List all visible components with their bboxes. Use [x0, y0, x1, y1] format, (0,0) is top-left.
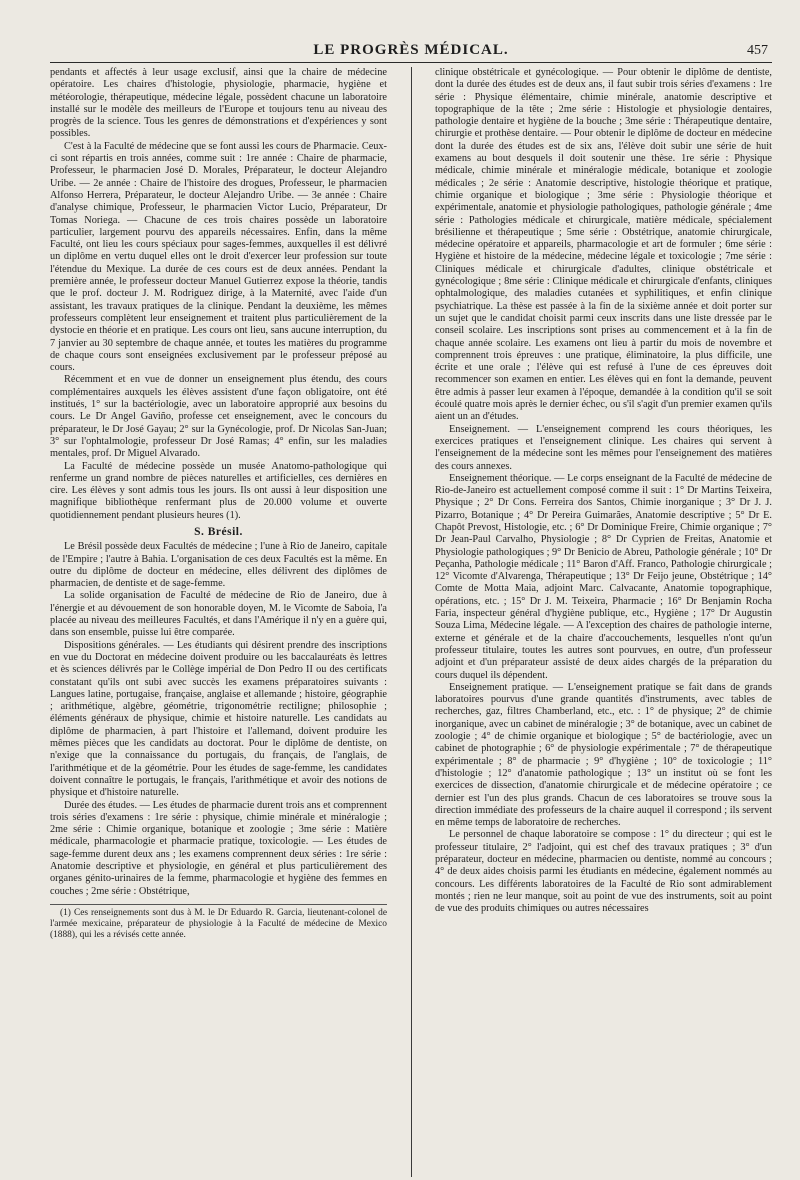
paragraph: La solide organisation de Faculté de médecine de Rio de Janeiro, due à l'énergie et au dévouement de son honorable doyen, M. le Vicomte de Saboia, l'a placée au niveau des meilleures Facultés, et dans l'Amérique il n'y en a guère qui, dans son ensemble, puisse lui être comparée.: [50, 590, 387, 639]
paragraph: clinique obstétricale et gynécologique. — Pour obtenir le diplôme de dentiste, dont la durée des études est de deux ans, il faut subir trois séries d'examens : 1re série : Physique élémentaire, chimie minérale, anatomie descriptive et topographique de la tête ; 2me série : Histologie et physiologie dentaires, pathologie dentaire et hygiène de la bouche ; 3me série : Thérapeutique dentaire, chirurgie et prothèse dentaire. — Pour obtenir le diplôme de docteur en médecine dont la durée des études est de six ans, l'élève doit subir une série de huit examens au bout desquels il doit soutenir une thèse. 1re série : Physique médicale, chimie minérale et minéralogie médicale, botanique et zoologie médicales ; 2e série : Anatomie descriptive, histologie théorique et pratique, chimie organique et biologique ; 3me série : Physiologie théorique et expérimentale, anatomie et physiologie pathologiques, pathologie générale ; 4me série : Pathologies médicale et chirurgicale, matière médicale, spécialement brésilienne et thérapeutique ; 5me série : Obstétrique, anatomie chirurgicale, médecine opératoire et appareils, pharmacologie et art de formuler ; 6me série : Hygiène et histoire de la médecine, médecine légale et toxicologie ; 7me série : Cliniques médicale et chirurgicale d'adultes, clinique obstétricale et gynécologique ; 8me série : Clinique médicale et chirurgicale d'enfants, cliniques ophtalmologique, des maladies cutanées et syphilitiques, et enfin clinique psychiatrique. La thèse est passée à la fin de la sixième année et doit porter sur un sujet que le candidat choisit parmi ceux inscrits dans une liste dressée par le conseil scolaire. Les inscriptions sont prises au commencement et à la fin de chaque année scolaire. Les examens ont lieu à partir du mois de novembre et comprennent trois épreuves : une pratique, éliminatoire, la plus difficile, une écrite et une orale ; l'élève qui est refusé à l'une de ces épreuves doit recommencer son examen en entier. Les élèves qui en font la demande, peuvent être admis à passer leur examen à l'époque, demandée à la condition qu'il se soit écoulé quatre mois après le dernier échec, ou s'il s'agit d'un premier examen qu'ils aient un an d'études.: [435, 67, 772, 423]
right-column: [435, 67, 772, 1177]
paragraph: Enseignement pratique. — L'enseignement pratique se fait dans de grands laboratoires pourvus d'une grande quantités d'instruments, avec tables de recherches, gaz, filtres Chamberland, etc., etc. : 1° de physique; 2° de chimie inorganique, avec un cabinet de minéralogie ; 3° de botanique, avec un cabinet de zoologie ; 4° de chimie organique et biologique ; 5° de bactériologie, avec un cabinet de photographie ; 6° de physiologie expérimentale ; 7° de thérapeutique expérimentale ; 8° de pharmacie ; 9° d'hygiène ; 10° de toxicologie ; 11° d'histologie ; 12° d'anatomie pathologique ; 13° un institut où se font les exercices de dissection, d'anatomie chirurgicale et de médecine opératoire ; ce dernier est l'un des plus grands. Chacun de ces laboratoires se trouve sous la direction immédiate des professeurs de la chaire auquel il correspond ; ils servent en même temps de laboratoire de recherches.: [435, 681, 772, 829]
left-column: [50, 67, 387, 1177]
paragraph: pendants et affectés à leur usage exclusif, ainsi que la chaire de médecine opératoire. Les chaires d'histologie, physiologie, pharmacie, hygiène et météorologie, thérapeutique, médecine légale, possèdent chacune un laboratoire installé sur le modèle des meilleurs de l'Europe et toujours tenu au niveau des progrès de la science. Tous les genres de démonstrations et d'expériences y sont possibles.: [50, 67, 387, 140]
paragraph: Enseignement. — L'enseignement comprend les cours théoriques, les exercices pratiques et l'enseignement clinique. Les chaires qui servent à l'enseignement de la médecine sont les mêmes pour l'enseignement des matières des cours annexes.: [435, 423, 772, 472]
paragraph: Durée des études. — Les études de pharmacie durent trois ans et comprennent trois séries d'examens : 1re série : physique, chimie minérale et minéralogie ; 2me série : Chimie organique, botanique et zoologie ; 3me série : Matière médicale, pharmacologie et pharmacie pratique, toxicologie. — Les études de sage-femme durent deux ans ; les examens comprennent deux séries : 1re série : Anatomie descriptive et physiologie, en général et plus particulièrement des organes génito-urinaires de la femme, pharmacologie et hygiène des femmes en couches ; 2me série : Obstétrique,: [50, 799, 387, 897]
paragraph: Le personnel de chaque laboratoire se compose : 1° du directeur ; qui est le professeur titulaire, 2° l'adjoint, qui est chef des travaux pratiques ; 3° d'un préparateur, docteur en médecine, pharmacien ou dentiste, nommé au concours ; 4° de deux aides choisis parmi les étudiants en médecine, également nommés au concours. Les différents laboratoires de la Faculté de Rio sont admirablement montés ; rien ne leur manque, soit au point de vue des instruments, soit au point de vue des produits chimiques ou autres nécessaires: [435, 829, 772, 915]
paragraph: Récemment et en vue de donner un enseignement plus étendu, des cours complémentaires auxquels les élèves assistent d'une façon obligatoire, ont été institués, 1° sur la bactériologie, avec un laboratoire approprié aux besoins du cours. Le Dr Angel Gaviño, professe cet enseignement, avec le concours du préparateur, le Dr José Gayau; 2° sur la Gynécologie, prof. Dr Nicolas San-Juan; 3° sur l'ophtalmologie, professeur Dr José Ramas; 4° enfin, sur les maladies mentales, prof. Dr Miguel Alvarado.: [50, 374, 387, 460]
column-divider: [411, 67, 412, 1177]
footnote-text: (1) Ces renseignements sont dus à M. le Dr Eduardo R. Garcia, lieutenant-colonel de l'armée mexicaine, préparateur de physiologie à la Faculté de médecine de Mexico (1888), qui les a révisés cette année.: [50, 907, 387, 940]
paragraph: Enseignement théorique. — Le corps enseignant de la Faculté de médecine de Rio-de-Janeiro est actuellement composé comme il suit : 1° Dr Martins Teixeira, Physique ; 2° Dr Cons. Ferreira dos Santos, Chimie inorganique ; 3° Dr J. J. Pizarro, Botanique ; 4° Dr Pereira Guimarães, Anatomie descriptive ; 5° Dr E. Chapôt Prevost, Histologie, etc. ; 6° Dr Dominique Freire, Chimie organique ; 7° Dr Jean-Paul Carvalho, Physiologie ; 8° Dr Cyprien de Freitas, Anatomie et Physiologie pathologiques ; 9° Dr Benicio de Abreu, Pathologie générale ; 10° Dr Peçanha, Pathologie médicale ; 11° Baron d'Aff. Franco, Pathologie chirurgicale ; 12° Vicomte d'Alvarenga, Thérapeutique ; 13° Dr Feijo jeune, Obstétrique ; 14° Comte de Motta Maia, adjoint Marc. Calvacante, Anatomie topographique, opérations, etc. ; 15° Dr J. M. Teixeira, Pharmacie ; 16° Dr Benjamin Rocha Faria, inspecteur général d'hygiène publique, etc., Hygiène ; 17° Dr Augustin Souza Lima, Médecine légale. — A l'exception des chaires de pathologie interne, externe et générale et de la chaire d'accouchements, lesquelles n'ont qu'un professeur titulaire, toutes les autres sont pourvues, en outre, d'un professeur adjoint et d'un préparateur assisté de deux aides chargés de la préparation du cours duquel ils dépendent.: [435, 472, 772, 681]
paragraph: Dispositions générales. — Les étudiants qui désirent prendre des inscriptions en vue du Doctorat en médecine doivent produire ou les baccalauréats ès lettres et ès sciences délivrés par le Collège impérial de Don Pedro II ou des certificats constatant qu'ils ont subi avec succès les examens préparatoires suivants : Langues latine, portugaise, française, anglaise et allemande ; histoire, géographie ; arithmétique, algèbre, géométrie, trigonométrie rectiligne; philosophie ; éléments généraux de physique, chimie et histoire naturelle. Les candidats au diplôme de pharmacien, à part l'histoire et l'allemand, doivent produire les mêmes pièces que les candidats au doctorat. Pour le diplôme de dentiste, on n'exige que la connaissance du portugais, du français, de l'anglais, de l'arithmétique et de la géométrie. Pour les études de sage-femme, les candidates doivent connaître le portugais, le français, l'arithmétique et avoir des notions de physique et d'histoire naturelle.: [50, 639, 387, 799]
paragraph: Le Brésil possède deux Facultés de médecine ; l'une à Rio de Janeiro, capitale de l'Empire ; l'autre à Bahia. L'organisation de ces deux Facultés est la même. En outre du diplôme de docteur en médecine, elles délivrent des diplômes de pharmacien, de dentiste et de sage-femme.: [50, 541, 387, 590]
paragraph: C'est à la Faculté de médecine que se font aussi les cours de Pharmacie. Ceux-ci sont répartis en trois années, comme suit : 1re année : Chaire de pharmacie, Professeur, le pharmacien José D. Morales, Préparateur, le docteur Alejandro Uribe. — 2e année : Chaire de l'histoire des drogues, Professeur, le pharmacien Alfonso Herrera, Préparateur, le docteur Alejandro Uribe. — 3e année : Chaire d'analyse chimique, Professeur, le pharmacien Victor Lucio, Préparateur, Dr Tomas Noriega. — Chacune de ces trois chaires possède un laboratoire particulier, largement pourvu des appareils nécessaires. Enfin, dans la même Faculté, ont lieu les cours spéciaux pour sages-femmes, auxquelles il est délivré un diplôme en vertu duquel elles ont le droit d'exercer leur profession sur toute l'étendue du Mexique. La durée de ces cours est de deux années. Pendant la première année, le professeur docteur Manuel Gutierrez expose la théorie, tandis que le prof. docteur J. M. Rodriguez dirige, à la Maternité, avec l'aide d'un assistant, les travaux pratiques de la clinique. Pendant la deuxième, les mêmes professeurs complètent leur enseignement et traitent plus particulièrement de la dystocie en théorie et en pratique. Les cours ont lieu, sans aucune interruption, du 7 janvier au 30 septembre de chaque année, et toutes les matières du programme de chaque cours sont enseignées exclusivement par le professeur préposé au cours.: [50, 140, 387, 374]
page-number: 457: [747, 43, 768, 58]
journal-title: LE PROGRÈS MÉDICAL.: [313, 42, 509, 58]
page-header: [50, 38, 772, 63]
section-title: S. Brésil.: [194, 525, 243, 538]
two-column-body: [50, 67, 772, 1177]
paragraph: La Faculté de médecine possède un musée Anatomo-pathologique qui renferme un grand nombre de pièces naturelles et artificielles, ces dernières en cire. Les élèves y sont admis tous les jours. Ils ont aussi à leur disposition une magnifique bibliothèque renfermant plus de 20.000 volume et ouverte quotidiennement pendant plusieurs heures (1).: [50, 460, 387, 521]
footnote: [50, 904, 387, 941]
